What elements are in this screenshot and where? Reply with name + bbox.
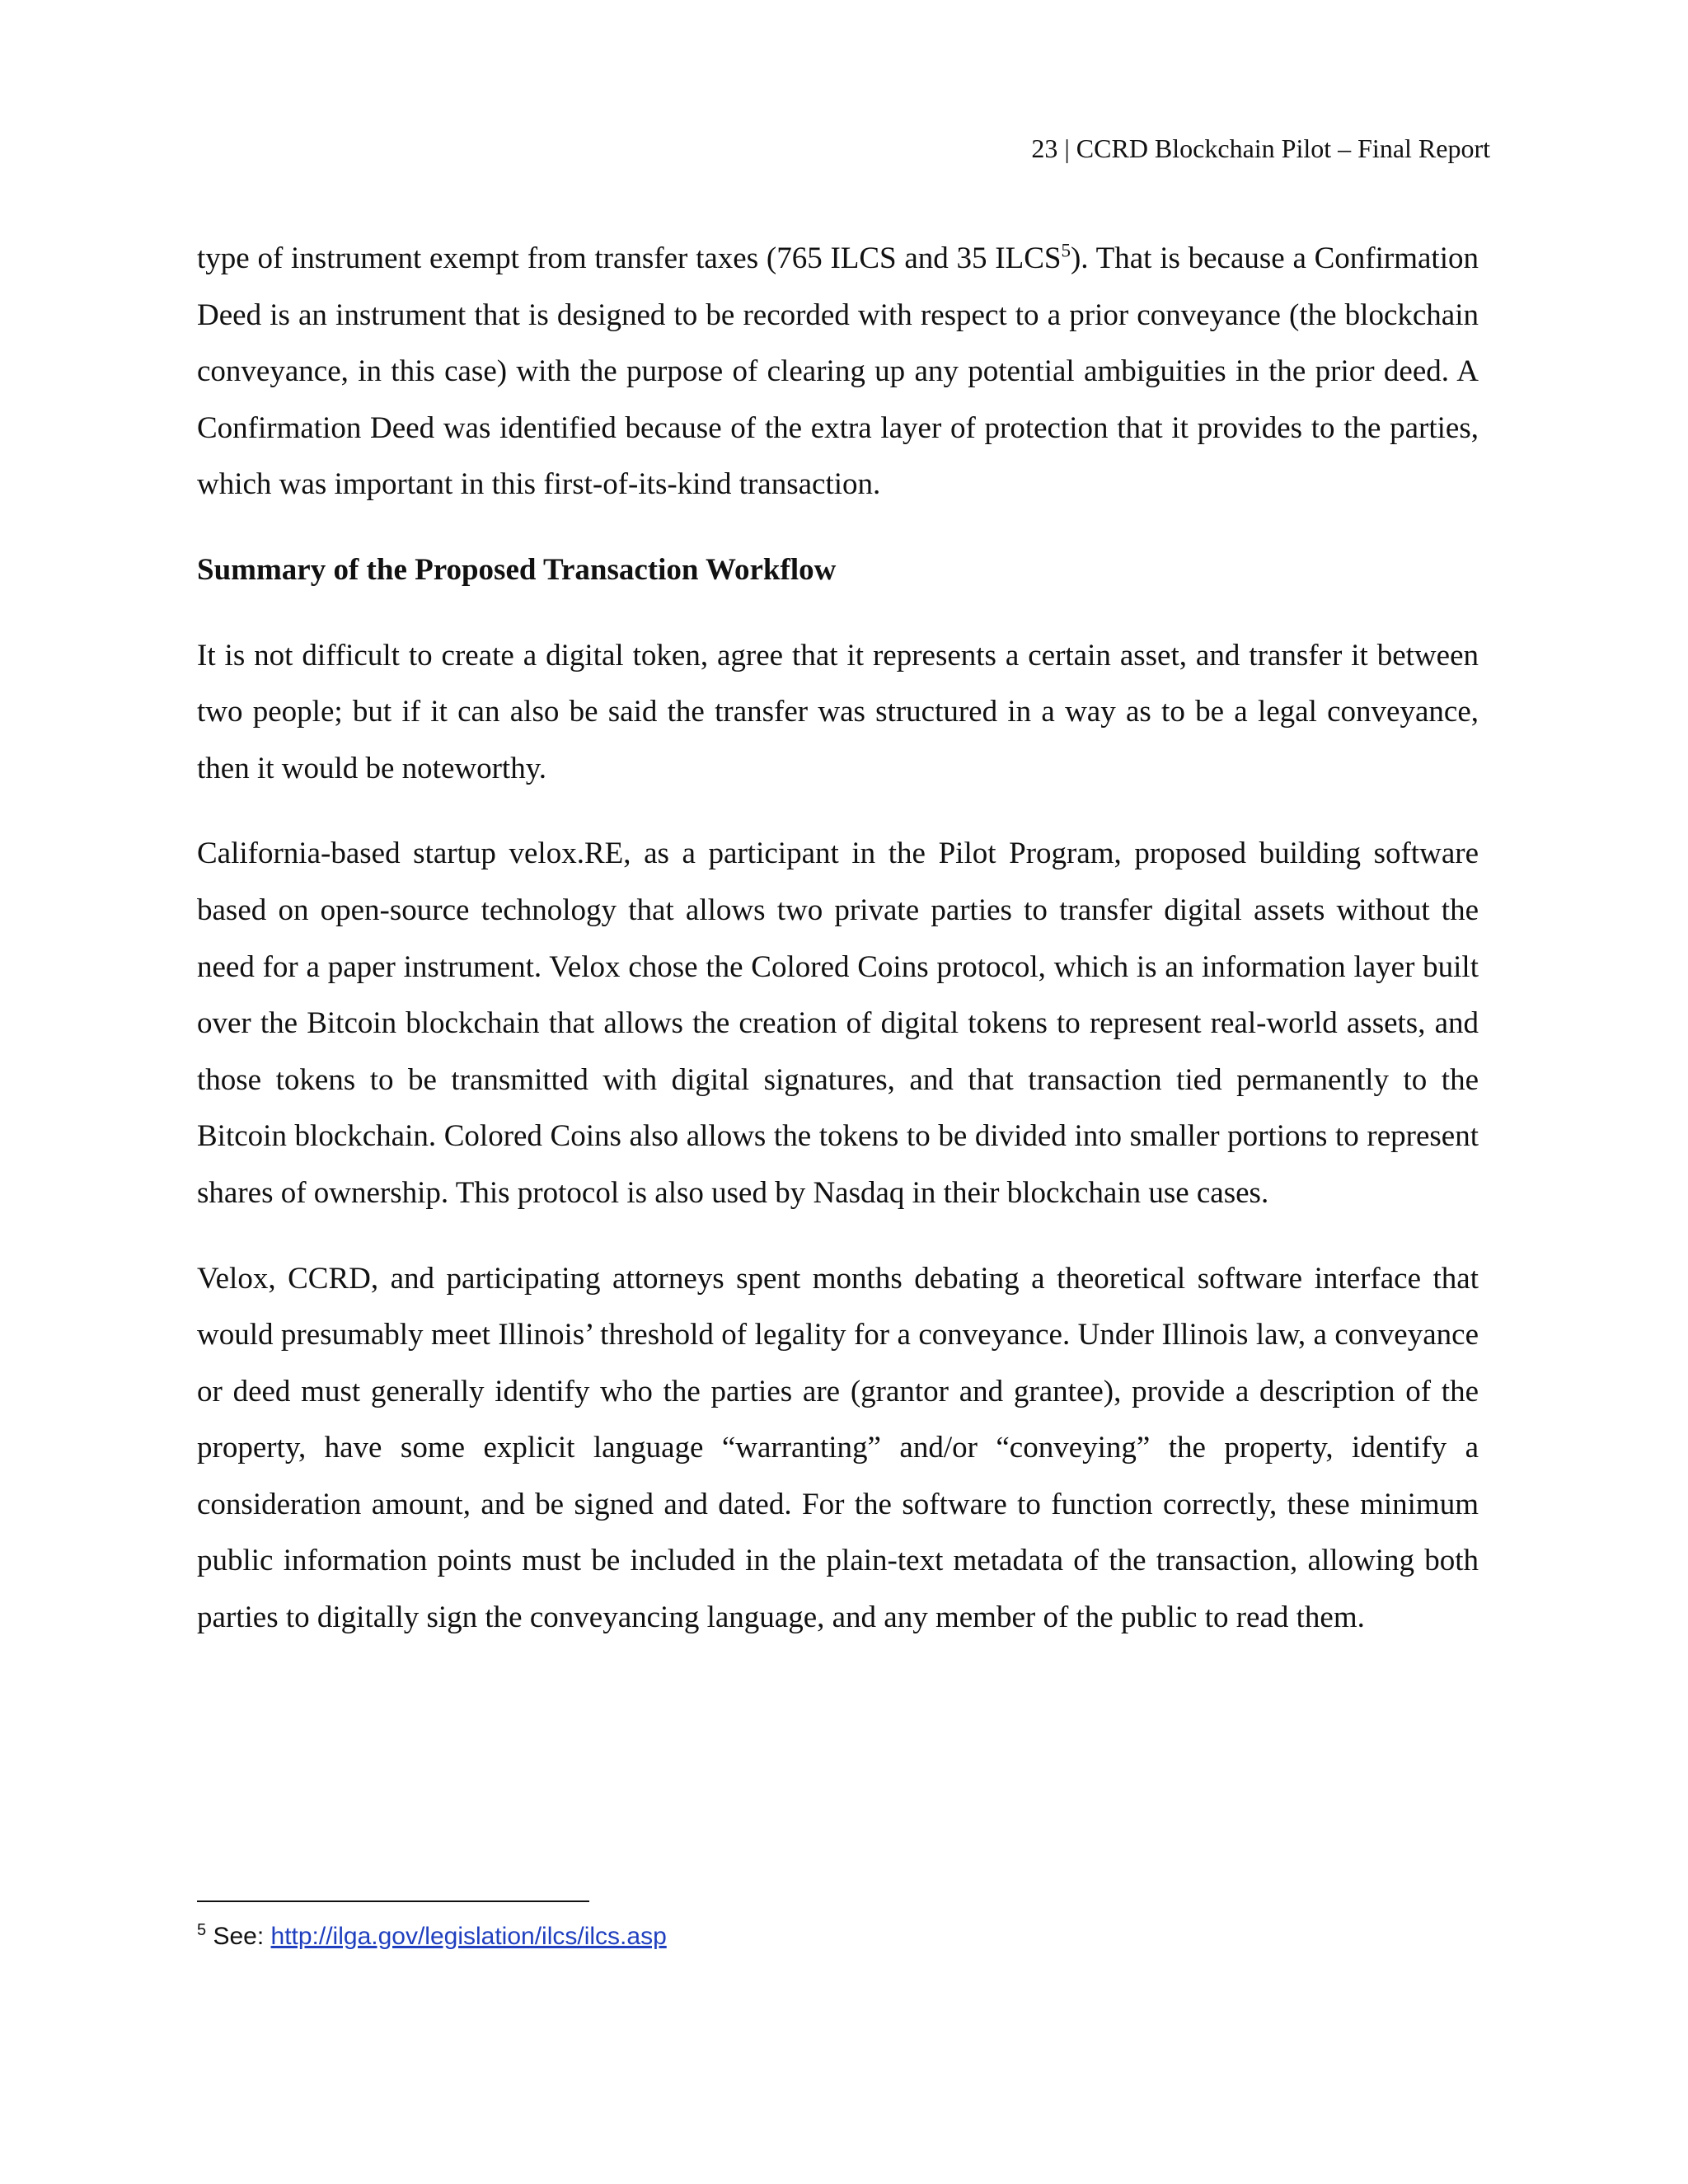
body-text <box>197 231 1479 1675</box>
footnote-link[interactable]: http://ilga.gov/legislation/ilcs/ilcs.asp <box>270 1923 667 1950</box>
running-header: 23 | CCRD Blockchain Pilot – Final Report <box>1031 134 1490 163</box>
paragraph-digital-token: It is not difficult to create a digital token, agree that it represents a certain asset, and transfer it between two people; but if it can also be said the transfer was structured in a way as to be a legal conveyance, then it would be noteworthy. <box>197 638 1479 785</box>
footnote-5 <box>197 1920 667 1953</box>
footnote-divider <box>197 1900 589 1902</box>
paragraph-text-after-ref: ). That is because a Confirmation Deed is an instrument that is designed to be recorded with respect to a prior conveyance (the blockchain conveyance, in this case) with the purpose of clearing up any potential ambiguities in the prior deed. A Confirmation Deed was identified because of the extra layer of protection that it provides to the parties, which was important in this first-of-its-kind transaction. <box>197 241 1479 502</box>
paragraph-illinois-conveyance-law: Velox, CCRD, and participating attorneys spent months debating a theoretical software interface that would presumably meet Illinois’ threshold of legality for a conveyance. Under Illinois law, a conveyance or deed must generally identify who the parties are (grantor and grantee), provide a description of the property, have some explicit language “warranting” and/or “conveying” the property, identify a consideration amount, and be signed and dated. For the software to function correctly, these minimum public information points must be included in the plain-text metadata of the transaction, allowing both parties to digitally sign the conveyancing language, and any member of the public to read them. <box>197 1261 1479 1635</box>
paragraph-transfer-tax-exemption <box>197 231 1479 513</box>
paragraph-text-before-ref: type of instrument exempt from transfer taxes (765 ILCS and 35 ILCS <box>197 241 1062 275</box>
section-heading: Summary of the Proposed Transaction Workflow <box>197 552 837 587</box>
paragraph-velox-colored-coins: California-based startup velox.RE, as a participant in the Pilot Program, proposed building software based on open-source technology that allows two private parties to transfer digital assets without the need for a paper instrument. Velox chose the Colored Coins protocol, which is an information layer built over the Bitcoin blockchain that allows the creation of digital tokens to represent real-world assets, and those tokens to be transmitted with digital signatures, and that transaction tied permanently to the Bitcoin blockchain. Colored Coins also allows the tokens to be divided into smaller portions to represent shares of ownership. This protocol is also used by Nasdaq in their blockchain use cases. <box>197 837 1479 1210</box>
footnote-reference-5[interactable]: 5 <box>1061 240 1071 261</box>
footnote-number: 5 <box>197 1921 207 1939</box>
footnote-prefix: See: <box>206 1923 271 1950</box>
